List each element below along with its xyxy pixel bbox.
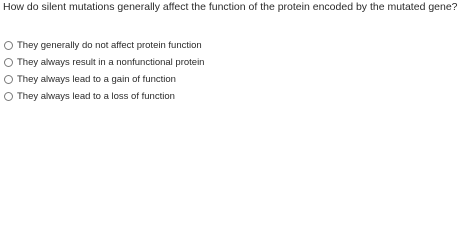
radio-button-icon[interactable] <box>4 58 13 67</box>
answer-option-4[interactable] <box>0 89 175 103</box>
answer-option-1[interactable] <box>0 38 202 52</box>
quiz-question-block <box>0 0 458 103</box>
answer-option-label: They generally do not affect protein function <box>17 39 202 51</box>
answer-option-label: They always result in a nonfunctional protein <box>17 56 205 68</box>
radio-button-icon[interactable] <box>4 75 13 84</box>
answer-option-3[interactable] <box>0 72 176 86</box>
answer-option-label: They always lead to a loss of function <box>17 90 175 102</box>
radio-button-icon[interactable] <box>4 41 13 50</box>
answer-option-2[interactable] <box>0 55 204 69</box>
answer-option-label: They always lead to a gain of function <box>17 73 176 85</box>
radio-button-icon[interactable] <box>4 92 13 101</box>
question-text: How do silent mutations generally affect the function of the protein encoded by the mutated gene? <box>3 1 458 13</box>
